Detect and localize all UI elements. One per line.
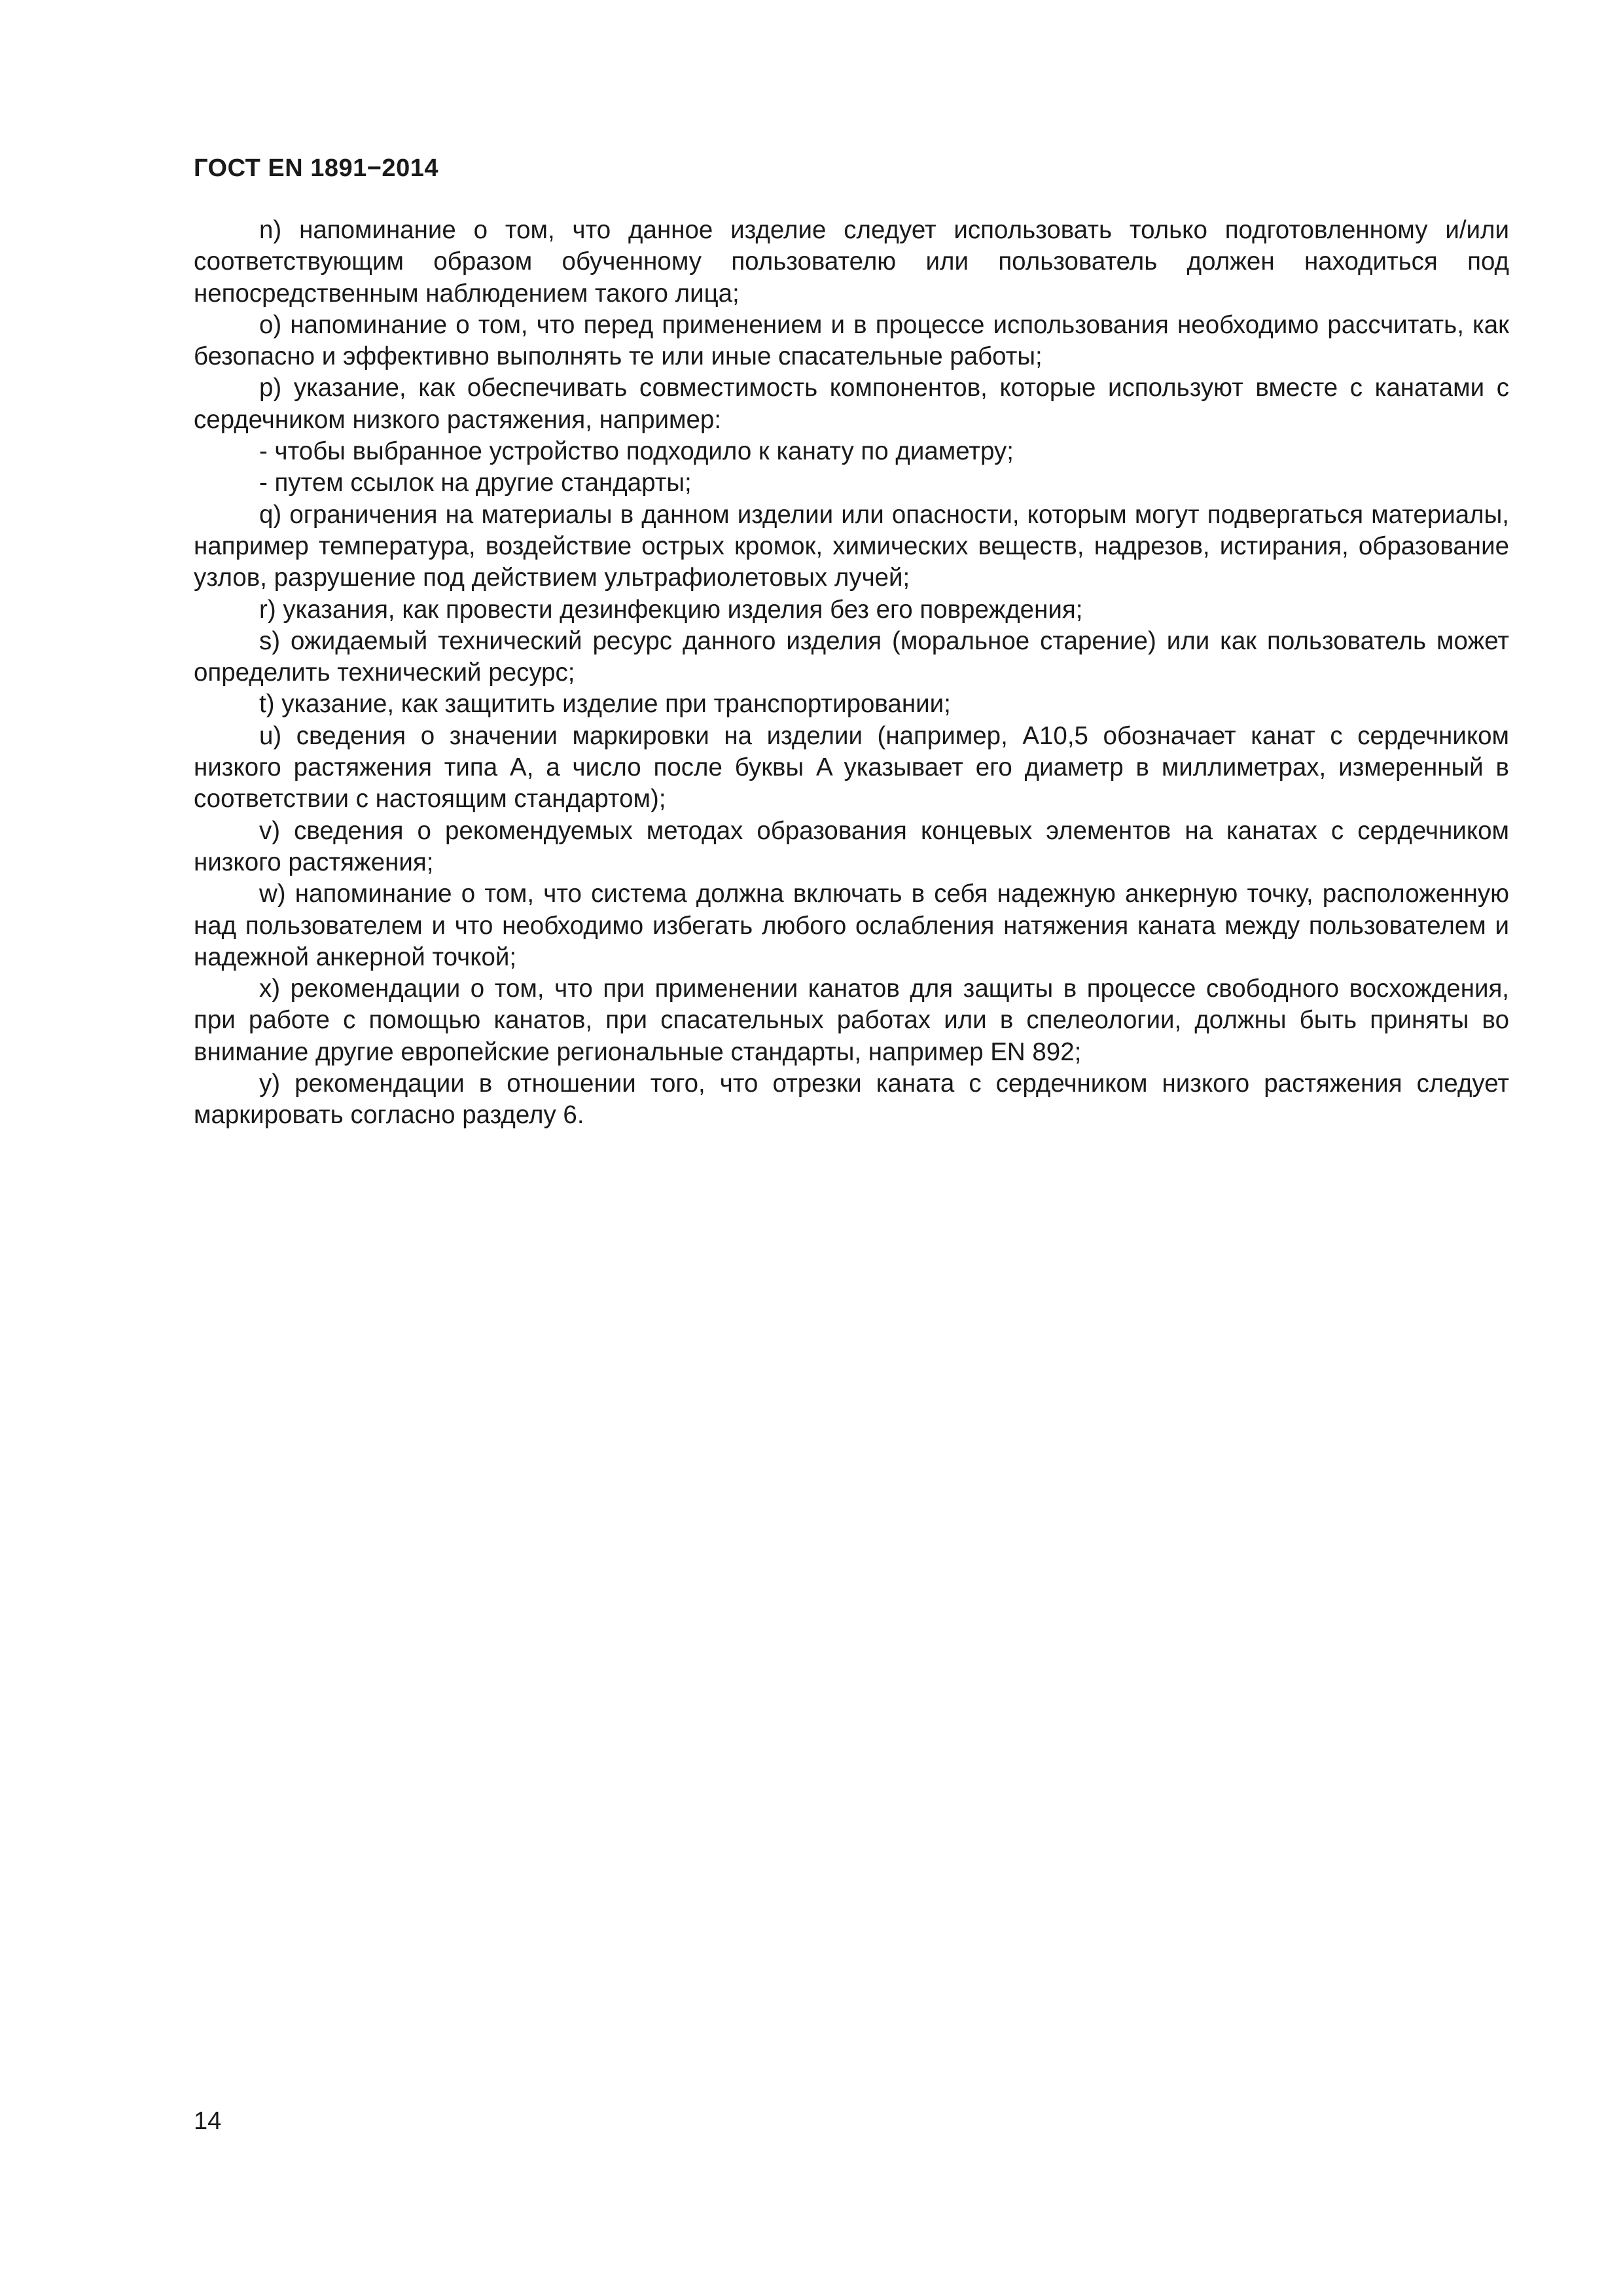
paragraph-p: p) указание, как обеспечивать совместимость компонентов, которые используют вместе с канатами с сердечником низкого растяжения, например: <box>194 374 1509 434</box>
paragraph-o: o) напоминание о том, что перед применением и в процессе использования необходимо рассчитать, как безопасно и эффективно выполнять те или иные спасательные работы; <box>194 310 1509 371</box>
paragraph-p-item-1: - чтобы выбранное устройство подходило к канату по диаметру; <box>259 437 1014 466</box>
document-header: ГОСТ EN 1891−2014 <box>194 154 438 182</box>
paragraph-t: t) указание, как защитить изделие при транспортировании; <box>259 690 951 719</box>
paragraph-q: q) ограничения на материалы в данном изделии или опасности, которым могут подвергаться материалы, например температура, воздействие острых кромок, химических веществ, надрезов, истирания, образование узлов, разрушение под действием ультрафиолетовых лучей; <box>194 500 1509 592</box>
paragraph-y: y) рекомендации в отношении того, что отрезки каната с сердечником низкого растяжения следует маркировать согласно разделу 6. <box>194 1069 1509 1130</box>
document-body <box>194 215 1509 1132</box>
paragraph-u: u) сведения о значении маркировки на изделии (например, A10,5 обозначает канат с сердечником низкого растяжения типа A, а число после буквы A указывает его диаметр в миллиметрах, измеренный в соответствии с настоящим стандартом); <box>194 721 1509 814</box>
paragraph-n: n) напоминание о том, что данное изделие следует использовать только подготовленному и/или соответствующим образом обученному пользователю или пользователь должен находиться под непосредственным наблюдением такого лица; <box>194 216 1509 308</box>
paragraph-x: x) рекомендации о том, что при применении канатов для защиты в процессе свободного восхождения, при работе с помощью канатов, при спасательных работах или в спелеологии, должны быть приняты во внимание другие европейские региональные стандарты, например EN 892; <box>194 975 1509 1066</box>
paragraph-p-item-2: - путем ссылок на другие стандарты; <box>259 469 692 497</box>
paragraph-v: v) сведения о рекомендуемых методах образования концевых элементов на канатах с сердечником низкого растяжения; <box>194 816 1509 876</box>
paragraph-s: s) ожидаемый технический ресурс данного изделия (моральное старение) или как пользователь может определить технический ресурс; <box>194 626 1509 687</box>
page-number: 14 <box>194 2108 222 2135</box>
paragraph-w: w) напоминание о том, что система должна включать в себя надежную анкерную точку, расположенную над пользователем и что необходимо избегать любого ослабления натяжения каната между пользователем и надежной анкерной точкой; <box>194 880 1509 971</box>
paragraph-r: r) указания, как провести дезинфекцию изделия без его повреждения; <box>259 595 1083 624</box>
